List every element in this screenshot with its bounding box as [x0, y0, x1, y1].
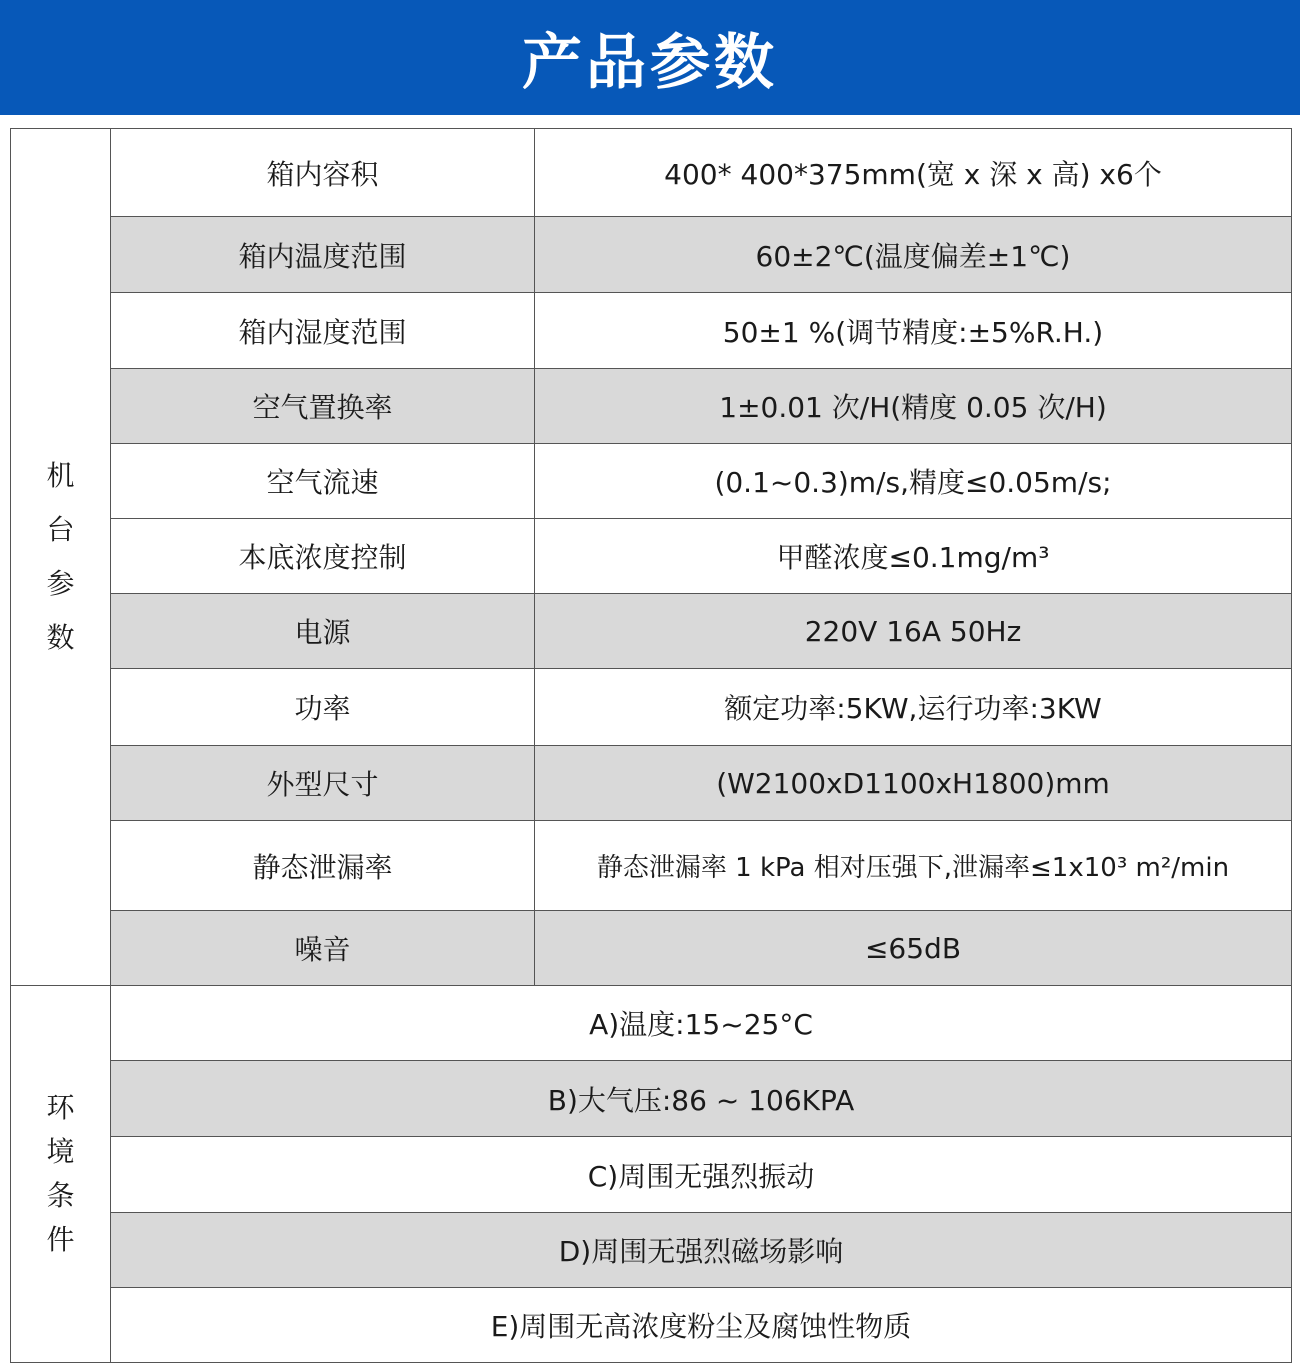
page-title: 产品参数	[522, 27, 778, 98]
spec-label: 噪音	[111, 911, 535, 986]
spec-table	[10, 128, 1292, 1363]
env-condition: D)周围无强烈磁场影响	[111, 1213, 1292, 1288]
env-condition: B)大气压:86 ~ 106KPA	[111, 1061, 1292, 1137]
spec-label: 箱内容积	[111, 129, 535, 217]
section-label-char: 台	[46, 513, 75, 546]
spec-label: 电源	[111, 594, 535, 669]
section-label-machine	[11, 129, 111, 986]
spec-value: 额定功率:5KW,运行功率:3KW	[535, 669, 1292, 746]
spec-value: 50±1 %(调节精度:±5%R.H.)	[535, 293, 1292, 369]
spec-label: 箱内湿度范围	[111, 293, 535, 369]
env-condition: A)温度:15~25°C	[111, 986, 1292, 1061]
spec-label: 空气流速	[111, 444, 535, 519]
header-banner	[0, 0, 1300, 115]
spec-value: (0.1~0.3)m/s,精度≤0.05m/s;	[535, 444, 1292, 519]
spec-label: 静态泄漏率	[111, 821, 535, 911]
spec-value: 1±0.01 次/H(精度 0.05 次/H)	[535, 369, 1292, 444]
section-label-char: 环	[46, 1091, 75, 1124]
spec-value: ≤65dB	[535, 911, 1292, 986]
spec-label: 箱内温度范围	[111, 217, 535, 293]
section-label-char: 参	[46, 567, 75, 600]
spec-value: 甲醛浓度≤0.1mg/m³	[535, 519, 1292, 594]
section-label-char: 条	[46, 1179, 75, 1212]
spec-value: 静态泄漏率 1 kPa 相对压强下,泄漏率≤1x10³ m²/min	[535, 821, 1292, 911]
spec-label: 外型尺寸	[111, 746, 535, 821]
section-label-char: 境	[46, 1135, 75, 1168]
spec-value: 400* 400*375mm(宽 x 深 x 高) x6个	[535, 129, 1292, 217]
spec-value: 220V 16A 50Hz	[535, 594, 1292, 669]
spec-label: 功率	[111, 669, 535, 746]
env-condition: C)周围无强烈振动	[111, 1137, 1292, 1213]
section-label-environment	[11, 986, 111, 1363]
section-label-char: 机	[46, 459, 75, 492]
spec-label: 空气置换率	[111, 369, 535, 444]
env-condition: E)周围无高浓度粉尘及腐蚀性物质	[111, 1288, 1292, 1363]
section-label-char: 件	[46, 1223, 75, 1256]
spec-value: 60±2℃(温度偏差±1℃)	[535, 217, 1292, 293]
spec-value: (W2100xD1100xH1800)mm	[535, 746, 1292, 821]
spec-label: 本底浓度控制	[111, 519, 535, 594]
section-label-char: 数	[46, 621, 75, 654]
